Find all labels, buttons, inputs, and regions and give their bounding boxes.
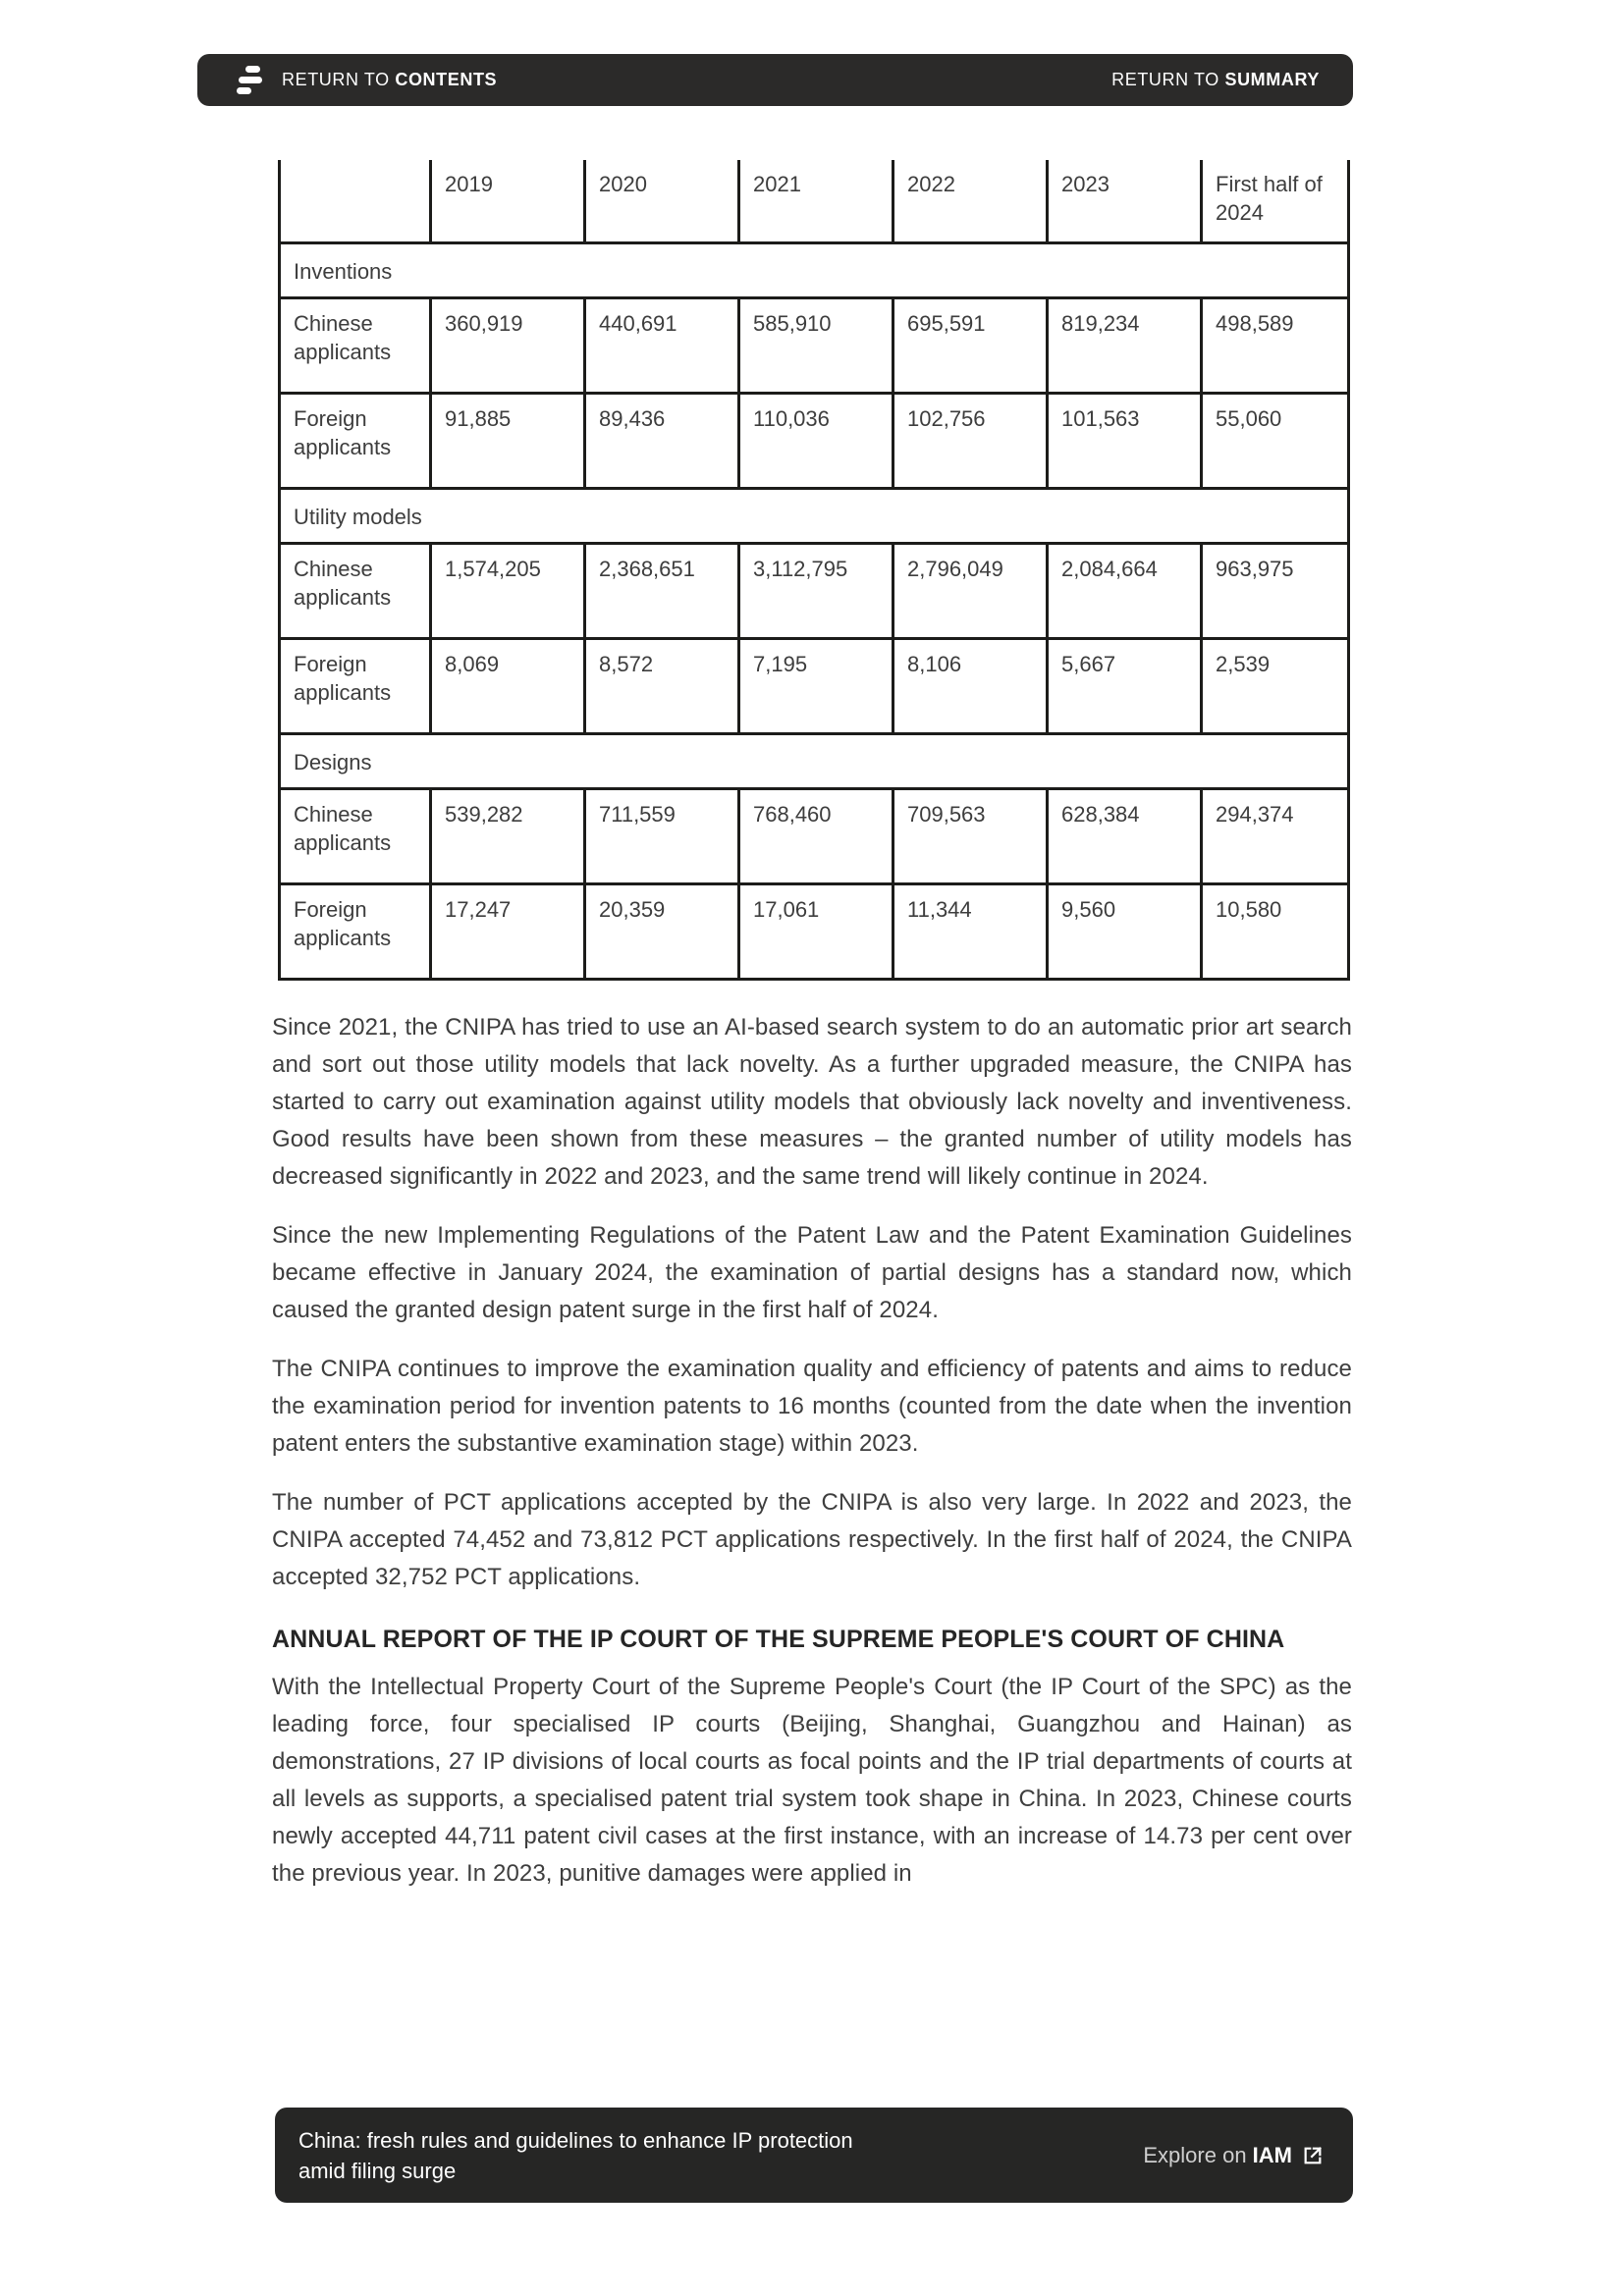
table-row	[280, 638, 1349, 733]
cell-value: 628,384	[1048, 788, 1202, 883]
row-label: Foreign applicants	[280, 393, 431, 488]
cell-value: 3,112,795	[739, 543, 893, 638]
explore-on-iam-link[interactable]	[1143, 2143, 1324, 2168]
cell-value: 2,084,664	[1048, 543, 1202, 638]
cell-value: 695,591	[893, 297, 1048, 393]
cell-value: 294,374	[1202, 788, 1349, 883]
col-header-2019: 2019	[431, 160, 585, 242]
cell-value: 20,359	[585, 883, 739, 979]
patent-filings-table-wrap	[278, 160, 1350, 981]
table-row	[280, 297, 1349, 393]
return-to-contents-button[interactable]	[237, 66, 497, 94]
table-row	[280, 393, 1349, 488]
section-row-designs	[280, 733, 1349, 788]
cell-value: 2,368,651	[585, 543, 739, 638]
cell-value: 110,036	[739, 393, 893, 488]
cell-value: 2,539	[1202, 638, 1349, 733]
contents-menu-icon	[237, 66, 266, 94]
cell-value: 8,106	[893, 638, 1048, 733]
return-to-contents-label: RETURN TO CONTENTS	[282, 70, 498, 89]
cell-value: 91,885	[431, 393, 585, 488]
cell-value: 711,559	[585, 788, 739, 883]
table-header-row	[280, 160, 1349, 242]
return-to-summary-button[interactable]	[1111, 70, 1320, 90]
paragraph: The CNIPA continues to improve the examination quality and efficiency of patents and aims to reduce the examination period for invention patents to 16 months (counted from the date when the invention patent enters the substantive examination stage) within 2023.	[272, 1356, 1352, 1457]
row-label: Chinese applicants	[280, 788, 431, 883]
table-row	[280, 883, 1349, 979]
col-header-2020: 2020	[585, 160, 739, 242]
cell-value: 5,667	[1048, 638, 1202, 733]
cell-value: 2,796,049	[893, 543, 1048, 638]
explore-on-label: Explore on IAM	[1143, 2142, 1292, 2167]
row-label: Chinese applicants	[280, 543, 431, 638]
return-to-summary-label: RETURN TO SUMMARY	[1111, 70, 1320, 89]
paragraph: Since the new Implementing Regulations of the Patent Law and the Patent Examination Guidelines became effective in January 2024, the examination of partial designs has a standard now, which caused the granted design patent surge in the first half of 2024.	[272, 1222, 1352, 1323]
cell-value: 17,247	[431, 883, 585, 979]
table-corner-cell	[280, 160, 431, 242]
col-header-2022: 2022	[893, 160, 1048, 242]
top-nav-bar	[197, 54, 1353, 106]
section-row-inventions	[280, 242, 1349, 297]
cell-value: 10,580	[1202, 883, 1349, 979]
row-label: Chinese applicants	[280, 297, 431, 393]
cell-value: 768,460	[739, 788, 893, 883]
cell-value: 1,574,205	[431, 543, 585, 638]
cell-value: 963,975	[1202, 543, 1349, 638]
cell-value: 17,061	[739, 883, 893, 979]
paragraph: With the Intellectual Property Court of the Supreme People's Court (the IP Court of the SPC) as the leading force, four specialised IP courts (Beijing, Shanghai, Guangzhou and Hainan) as demonstrations, 27 IP divisions of local courts as focal points and the IP trial departments of courts at all levels as supports, a specialised patent trial system took shape in China. In 2023, Chinese courts newly accepted 44,711 patent civil cases at the first instance, with an increase of 14.73 per cent over the previous year. In 2023, punitive damages were applied in	[272, 1674, 1352, 1887]
row-label: Foreign applicants	[280, 883, 431, 979]
cell-value: 539,282	[431, 788, 585, 883]
section-row-utility-models	[280, 488, 1349, 543]
cell-value: 440,691	[585, 297, 739, 393]
col-header-first-half-2024: First half of 2024	[1202, 160, 1349, 242]
table-row	[280, 788, 1349, 883]
patent-filings-table	[278, 160, 1350, 981]
cell-value: 819,234	[1048, 297, 1202, 393]
cell-value: 89,436	[585, 393, 739, 488]
cell-value: 101,563	[1048, 393, 1202, 488]
section-title: Utility models	[280, 488, 1349, 543]
cell-value: 709,563	[893, 788, 1048, 883]
article-title: China: fresh rules and guidelines to enhance IP protection amid filing surge	[298, 2127, 853, 2183]
footer-bar	[275, 2108, 1353, 2203]
cell-value: 102,756	[893, 393, 1048, 488]
cell-value: 9,560	[1048, 883, 1202, 979]
external-link-icon	[1302, 2145, 1324, 2166]
cell-value: 585,910	[739, 297, 893, 393]
col-header-2023: 2023	[1048, 160, 1202, 242]
cell-value: 360,919	[431, 297, 585, 393]
cell-value: 55,060	[1202, 393, 1349, 488]
cell-value: 7,195	[739, 638, 893, 733]
cell-value: 8,572	[585, 638, 739, 733]
table-row	[280, 543, 1349, 638]
article-body	[272, 1009, 1352, 1914]
cell-value: 8,069	[431, 638, 585, 733]
cell-value: 11,344	[893, 883, 1048, 979]
section-heading: ANNUAL REPORT OF THE IP COURT OF THE SUPREME PEOPLE'S COURT OF CHINA	[272, 1626, 1285, 1653]
paragraph: The number of PCT applications accepted by the CNIPA is also very large. In 2022 and 2023, the CNIPA accepted 74,452 and 73,812 PCT applications respectively. In the first half of 2024, the CNIPA accepted 32,752 PCT applications.	[272, 1489, 1352, 1590]
section-title: Designs	[280, 733, 1349, 788]
section-title: Inventions	[280, 242, 1349, 297]
col-header-2021: 2021	[739, 160, 893, 242]
cell-value: 498,589	[1202, 297, 1349, 393]
paragraph: Since 2021, the CNIPA has tried to use an AI-based search system to do an automatic prior art search and sort out those utility models that lack novelty. As a further upgraded measure, the CNIPA has started to carry out examination against utility models that obviously lack novelty and inventiveness. Good results have been shown from these measures – the granted number of utility models has decreased significantly in 2022 and 2023, and the same trend will likely continue in 2024.	[272, 1014, 1352, 1190]
row-label: Foreign applicants	[280, 638, 431, 733]
